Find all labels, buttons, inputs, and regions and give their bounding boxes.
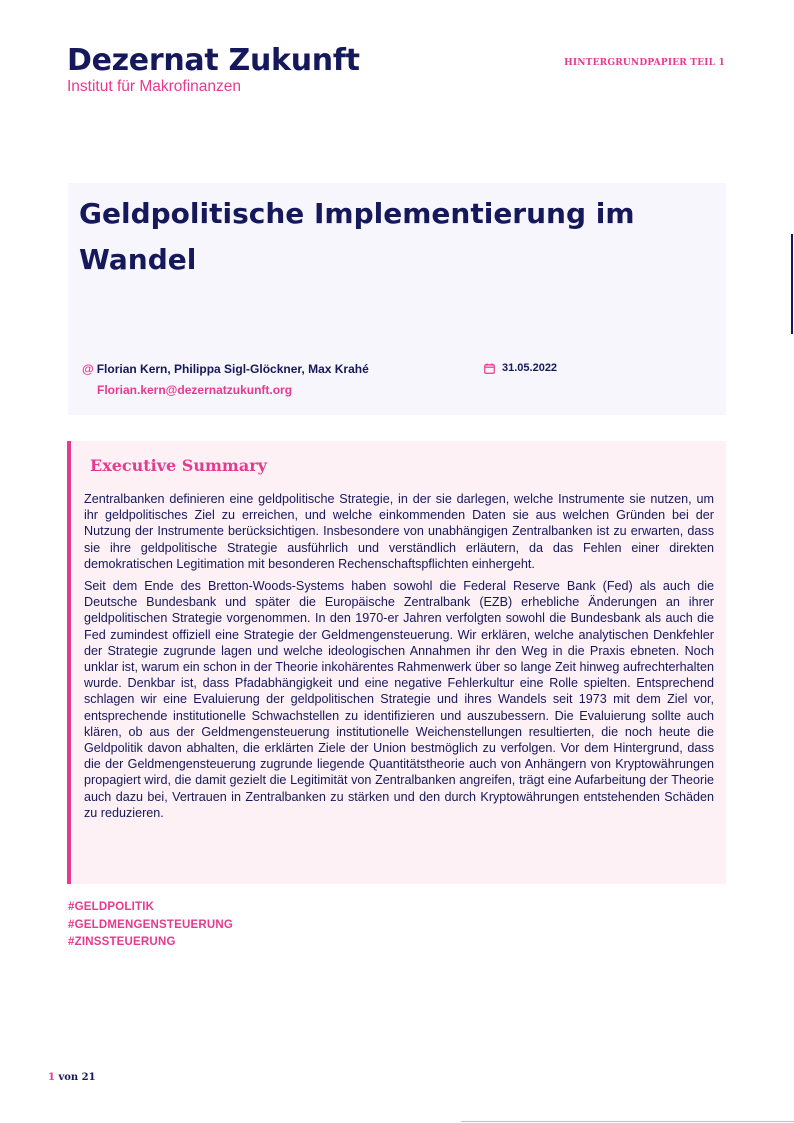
logo-subtitle: Institut für Makrofinanzen	[67, 78, 242, 95]
calendar-icon	[484, 363, 495, 374]
author-email[interactable]: Florian.kern@dezernatzukunft.org	[97, 383, 293, 397]
date-line	[484, 362, 557, 374]
document-type-label: HINTERGRUNDPAPIER TEIL 1	[564, 58, 725, 68]
title-block	[68, 183, 726, 415]
logo	[67, 44, 360, 96]
summary-paragraph: Seit dem Ende des Bretton-Woods-Systems haben sowohl die Federal Reserve Bank (Fed) als auch die Deutsche Bundesbank und später die Europäische Zentralbank (EZB) erhebliche Änderungen an ihrer geldpolitischen Strategie vorgenommen. In den 1970-er Jahren verfolgten sowohl die Bundesbank als auch die Fed zumindest offiziell eine Strategie der Geldmengensteuerung. Wir erklären, welche analytischen Denkfehler der Strategie zugrunde lagen und welche ideologischen Annahmen ihr den Weg in die Praxis ebneten. Noch unklar ist, warum ein schon in der Theorie inkohärentes Rahmenwerk über so lange Zeit hinweg aufrechterhalten wurde. Denkbar ist, dass Pfadabhängigkeit und eine negative Fehlerkultur eine Rolle spielten. Entsprechend schlagen wir eine Evaluierung der geldpolitischen Strategie und ihres Wandels seit 1973 mit dem Ziel vor, entsprechende institutionelle Schwachstellen zu identifizieren und auszubessern. Die Evaluierung sollte auch klären, ob aus der Geldmengensteuerung institutionelle Weichenstellungen resultierten, die noch heute die Geldpolitik davon abhalten, die erklärten Ziele der Union bestmöglich zu verfolgen. Vor dem Hintergrund, dass die der Geldmengensteuerung zugrunde liegende Quantitätstheorie auch von Anhängern von Kryptowährungen propagiert wird, die damit gezielt die Legitimität von Zentralbanken angreifen, trägt eine Aufarbeitung der Theorie auch dazu bei, Vertrauen in Zentralbanken zu stärken und den durch Kryptowährungen entstehenden Schäden zu reduzieren.	[84, 579, 714, 820]
footer-rule	[461, 1121, 794, 1122]
summary-body	[84, 491, 714, 827]
tag-zinssteuerung[interactable]: #ZINSSTEUERUNG	[68, 936, 176, 948]
tag-geldmengensteuerung[interactable]: #GELDMENGENSTEUERUNG	[68, 918, 234, 931]
margin-marker	[791, 234, 793, 334]
page-title: Geldpolitische Implementierung im Wandel	[79, 197, 635, 276]
summary-heading: Executive Summary	[90, 456, 267, 475]
summary-paragraph: Zentralbanken definieren eine geldpolitische Strategie, in der sie darlegen, welche Instrumente sie nutzen, um ihr geldpolitisches Ziel zu erreichen, und welche einkommenden Daten sie aus welchen Gründen bei der Nutzung der Instrumente berücksichtigen. Insbesondere von unabhängigen Zentralbanken ist zu erwarten, dass sie ihre geldpolitische Strategie ausführlich und verständlich erläutern, da das Fehlen einer direkten demokratischen Legitimation mit besonderen Rechenschaftspflichten einhergeht.	[84, 492, 714, 571]
executive-summary	[67, 441, 726, 884]
date-text: 31.05.2022	[502, 362, 558, 374]
tag-list	[68, 899, 233, 952]
logo-wordmark: Dezernat Zukunft	[67, 43, 360, 78]
page-number	[48, 1072, 96, 1083]
at-icon: @	[82, 362, 94, 376]
tag-geldpolitik[interactable]: #GELDPOLITIK	[68, 901, 155, 913]
page-total: von 21	[54, 1072, 96, 1083]
page-current: 1	[48, 1072, 55, 1083]
authors-line	[82, 362, 369, 376]
authors-text: Florian Kern, Philippa Sigl-Glöckner, Max Krahé	[96, 362, 369, 376]
